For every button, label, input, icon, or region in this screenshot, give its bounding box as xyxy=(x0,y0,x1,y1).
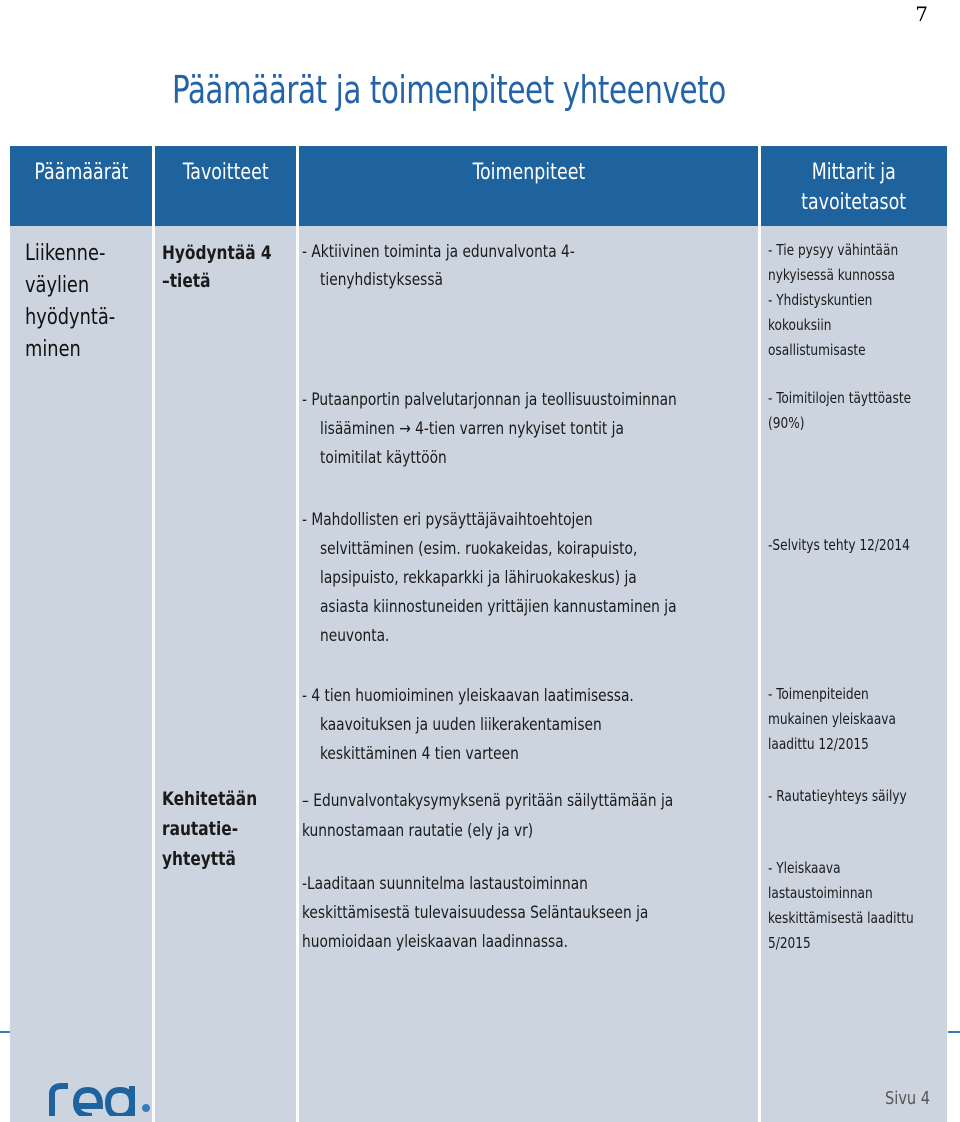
mittari-line: kokouksiin xyxy=(768,316,832,334)
footer-rule-left xyxy=(0,1031,10,1033)
tavoite-line: rautatie- xyxy=(162,818,239,840)
mittari-line: mukainen yleiskaava xyxy=(768,710,896,728)
mittari-5 xyxy=(768,784,922,809)
toimenpide-6 xyxy=(302,870,687,957)
header-tavoitteet: Tavoitteet xyxy=(155,146,296,226)
mittari-line: - Toimitilojen täyttöaste xyxy=(768,389,912,407)
tavoite-cell-1 xyxy=(162,239,284,295)
toimenpide-1 xyxy=(302,238,605,294)
toimenpide-line: lisääminen → 4-tien varren nykyiset tontit ja xyxy=(320,419,624,439)
summary-table xyxy=(10,146,947,1122)
mittari-line: - Rautatieyhteys säilyy xyxy=(768,787,907,805)
toimenpide-line: -Laaditaan suunnitelma lastaustoiminnan xyxy=(302,874,588,894)
mittari-line: lastaustoiminnan xyxy=(768,884,873,902)
toimenpide-line: – Edunvalvontakysymyksenä pyritään säilyttämään ja xyxy=(302,791,674,811)
mittari-6 xyxy=(768,856,930,956)
toimenpide-line: - 4 tien huomioiminen yleiskaavan laatimisessa. xyxy=(302,686,634,706)
footer-rule-right xyxy=(948,1031,960,1033)
mittari-line: - Toimenpiteiden xyxy=(768,685,869,703)
header-mittarit: Mittarit ja tavoitetasot xyxy=(761,146,947,226)
toimenpide-4 xyxy=(302,682,671,769)
toimenpide-3 xyxy=(302,506,718,651)
page-footer-label: Sivu 4 xyxy=(884,1088,930,1109)
tavoite-line: yhteyttä xyxy=(162,848,236,870)
mittari-line: (90%) xyxy=(768,414,805,432)
toimenpide-line: keskittäminen 4 tien varteen xyxy=(320,744,519,764)
mittari-line: - Yhdistyskuntien xyxy=(768,291,873,309)
toimenpide-line: neuvonta. xyxy=(320,626,390,646)
slide-title: Päämäärät ja toimenpiteet yhteenveto xyxy=(172,68,726,112)
tavoite-line: –tietä xyxy=(162,270,211,292)
mittari-line: - Tie pysyy vähintään xyxy=(768,241,899,259)
header-toimenpiteet: Toimenpiteet xyxy=(299,146,758,226)
page-number: 7 xyxy=(915,2,928,26)
paamaara-line: hyödyntä- xyxy=(25,305,116,330)
mittari-line: keskittämisestä laadittu xyxy=(768,909,914,927)
toimenpide-line: - Putaanportin palvelutarjonnan ja teollisuustoiminnan xyxy=(302,390,677,410)
toimenpide-line: - Aktiivinen toiminta ja edunvalvonta 4- xyxy=(302,242,575,262)
mittari-line: 5/2015 xyxy=(768,934,811,952)
tavoite-line: Kehitetään xyxy=(162,788,258,810)
paamaara-line: Liikenne- xyxy=(25,241,106,266)
toimenpide-line: tienyhdistyksessä xyxy=(320,270,443,290)
paamaara-line: väylien xyxy=(25,273,90,298)
toimenpide-5 xyxy=(302,786,714,846)
mittari-3 xyxy=(768,533,926,558)
mittari-line: nykyisessä kunnossa xyxy=(768,266,895,284)
tavoite-line: Hyödyntää 4 xyxy=(162,242,272,264)
mittari-line: -Selvitys tehty 12/2014 xyxy=(768,536,910,554)
toimenpide-line: - Mahdollisten eri pysäyttäjävaihtoehtojen xyxy=(302,510,593,530)
header-paamaarat: Päämäärät xyxy=(10,146,152,226)
toimenpide-line: keskittämisestä tulevaisuudessa Seläntaukseen ja xyxy=(302,903,649,923)
toimenpide-line: selvittäminen (esim. ruokakeidas, koirapuisto, xyxy=(320,539,638,559)
toimenpide-line: asiasta kiinnostuneiden yrittäjien kannustaminen ja xyxy=(320,597,677,617)
mittari-4 xyxy=(768,682,910,757)
mittari-line: laadittu 12/2015 xyxy=(768,735,869,753)
mittari-1 xyxy=(768,238,913,363)
toimenpide-line: lapsipuisto, rekkaparkki ja lähiruokakeskus) ja xyxy=(320,568,637,588)
toimenpide-2 xyxy=(302,386,718,473)
logo-icon xyxy=(48,1080,158,1116)
toimenpide-line: kunnostamaan rautatie (ely ja vr) xyxy=(302,821,534,841)
toimenpide-line: toimitilat käyttöön xyxy=(320,448,447,468)
paamaara-cell xyxy=(25,238,125,366)
mittari-2 xyxy=(768,386,927,436)
toimenpide-line: huomioidaan yleiskaavan laadinnassa. xyxy=(302,932,569,952)
toimenpide-line: kaavoituksen ja uuden liikerakentamisen xyxy=(320,715,602,735)
paamaara-line: minen xyxy=(25,337,81,362)
mittari-line: osallistumisaste xyxy=(768,341,866,359)
tavoite-cell-2 xyxy=(162,784,268,874)
mittari-line: - Yleiskaava xyxy=(768,859,841,877)
